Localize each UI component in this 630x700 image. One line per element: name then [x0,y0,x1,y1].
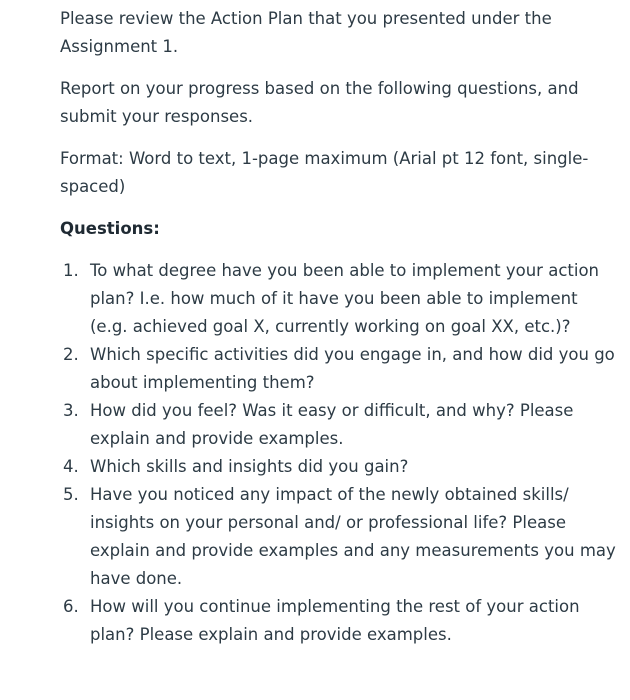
question-item [60,341,618,397]
question-number: 4. [63,457,79,476]
questions-list [60,257,618,649]
question-number: 2. [63,345,79,364]
question-item [60,397,618,453]
question-text: Which skills and insights did you gain? [90,457,409,476]
question-number: 1. [63,261,79,280]
question-item [60,593,618,649]
question-text: Which specific activities did you engage in, and how did you go about implementing them? [90,345,615,392]
question-item [60,453,618,481]
question-text: Have you noticed any impact of the newly obtained skills/ insights on your personal and/ or professional life? Please explain and provide examples and any measurements you may have done. [90,485,616,588]
question-item [60,481,618,593]
questions-heading: Questions: [60,219,160,238]
question-number: 5. [63,485,79,504]
report-paragraph: Report on your progress based on the following questions, and submit your responses. [60,79,579,126]
question-number: 6. [63,597,79,616]
question-text: To what degree have you been able to implement your action plan? I.e. how much of it have you been able to implement (e.g. achieved goal X, currently working on goal XX, etc.)? [90,261,600,336]
question-number: 3. [63,401,79,420]
format-paragraph: Format: Word to text, 1-page maximum (Arial pt 12 font, single-spaced) [60,149,589,196]
review-paragraph: Please review the Action Plan that you presented under the Assignment 1. [60,9,552,56]
question-text: How did you feel? Was it easy or difficult, and why? Please explain and provide examples. [90,401,574,448]
question-text: How will you continue implementing the rest of your action plan? Please explain and provide examples. [90,597,580,644]
question-item [60,257,618,341]
